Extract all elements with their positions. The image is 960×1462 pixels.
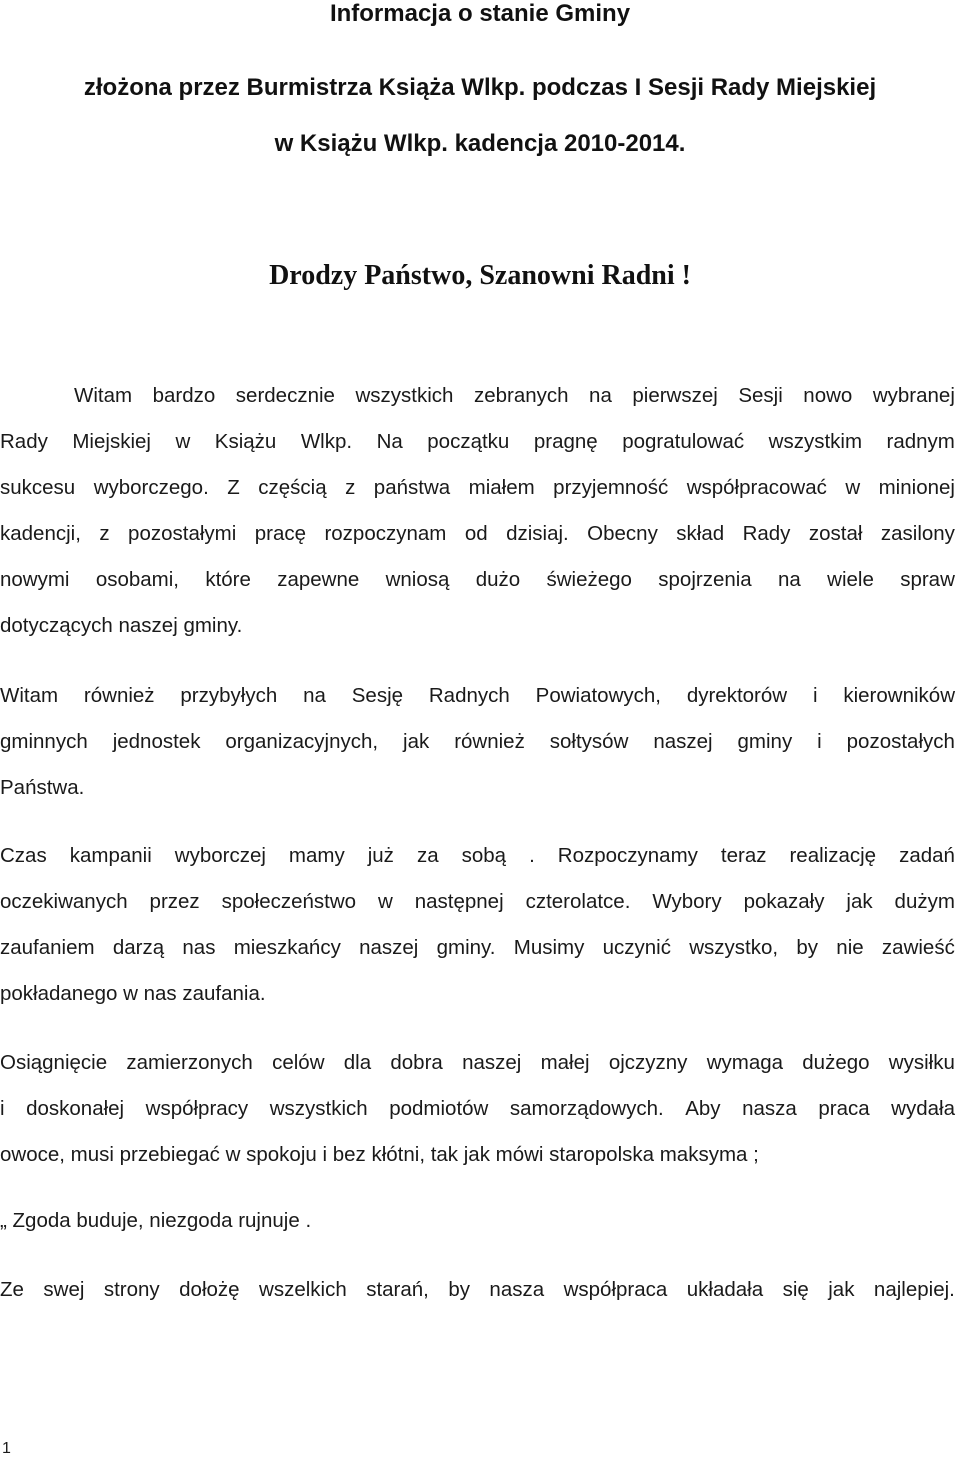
word: pogratulować (622, 430, 745, 453)
word: zebranych (473, 384, 569, 407)
word: Ze (0, 1278, 24, 1301)
word: jak (846, 890, 873, 913)
word: kampanii (69, 844, 152, 867)
word: minionej (878, 476, 955, 499)
paragraph-line (0, 419, 955, 465)
word: nasza (742, 1097, 797, 1120)
word: wniosą (385, 568, 450, 591)
word: dużym (894, 890, 955, 913)
word: wiele (827, 568, 874, 591)
paragraph-line (0, 511, 955, 557)
word: dużego (802, 1051, 870, 1074)
paragraph-guests (0, 673, 955, 811)
word: dołożę (179, 1278, 240, 1301)
word: wszystkim (768, 430, 863, 453)
word: w (175, 430, 191, 453)
word: Książu (214, 430, 277, 453)
word: nowymi (0, 568, 70, 591)
word: wszystkich (355, 384, 454, 407)
word: na (589, 384, 612, 407)
word: mamy (288, 844, 345, 867)
word: praca (818, 1097, 870, 1120)
word: Radnych (428, 684, 510, 707)
word: Rady (0, 430, 48, 453)
word: Musimy (513, 936, 585, 959)
word: skład (676, 522, 725, 545)
word: naszej (653, 730, 713, 753)
word: pokazały (743, 890, 825, 913)
word: które (205, 568, 251, 591)
word: nas (182, 936, 216, 959)
word: i (812, 684, 818, 707)
word: Sesję (351, 684, 404, 707)
word: naszej (359, 936, 419, 959)
document-subtitle-line-2: w Książu Wlkp. kadencja 2010-2014. (274, 130, 686, 157)
word: organizacyjnych, (225, 730, 379, 753)
word: Wlkp. (300, 430, 353, 453)
word: został (808, 522, 863, 545)
word: kadencji, (0, 522, 81, 545)
word: wszystkich (269, 1097, 368, 1120)
word: Rozpoczynamy (557, 844, 698, 867)
word: współpraca (563, 1278, 668, 1301)
paragraph-line (0, 557, 955, 603)
word: Sesji (738, 384, 783, 407)
word: gminnych (0, 730, 88, 753)
paragraph-line (0, 925, 955, 971)
word: przyjemność (553, 476, 669, 499)
paragraph-line: dotyczących naszej gminy. (0, 614, 243, 637)
word: świeżego (546, 568, 632, 591)
word: zapewne (277, 568, 360, 591)
word: sobą (461, 844, 507, 867)
paragraph-line: owoce, musi przebiegać w spokoju i bez kłótni, tak jak mówi staropolska maksyma ; (0, 1143, 759, 1166)
word: w (845, 476, 861, 499)
word: już (367, 844, 394, 867)
word: . (529, 844, 535, 867)
paragraph-line (0, 1267, 955, 1313)
word: wymaga (706, 1051, 784, 1074)
word: zadań (899, 844, 955, 867)
word: osobami, (95, 568, 179, 591)
word: sołtysów (549, 730, 629, 753)
word: Czas (0, 844, 47, 867)
paragraph-welcome (0, 373, 955, 649)
word: dzisiaj. (506, 522, 569, 545)
word: również (83, 684, 155, 707)
word: współpracy (145, 1097, 249, 1120)
word: wysiłku (888, 1051, 955, 1074)
word: jak (828, 1278, 855, 1301)
word: celów (272, 1051, 325, 1074)
word: czterolatce. (525, 890, 631, 913)
paragraph-line (0, 1086, 955, 1132)
paragraph-line: Państwa. (0, 776, 85, 799)
paragraph-line: „ Zgoda buduje, niezgoda rujnuje . (0, 1209, 312, 1232)
word: gminy. (436, 936, 496, 959)
word: Miejskiej (72, 430, 151, 453)
word: pozostałych (846, 730, 955, 753)
word: dla (343, 1051, 372, 1074)
paragraph-line (0, 833, 955, 879)
word: przybyłych (180, 684, 278, 707)
word: na (303, 684, 326, 707)
word: z (99, 522, 110, 545)
word: zawieść (881, 936, 955, 959)
word: serdecznie (235, 384, 335, 407)
word: kierowników (843, 684, 955, 707)
word: Osiągnięcie (0, 1051, 108, 1074)
word: na (778, 568, 801, 591)
word: miałem (468, 476, 535, 499)
word: swej (43, 1278, 85, 1301)
word: podmiotów (389, 1097, 489, 1120)
word: małej (540, 1051, 590, 1074)
word: uczynić (602, 936, 671, 959)
word: przez (149, 890, 200, 913)
word: samorządowych. (509, 1097, 664, 1120)
word: spojrzenia (658, 568, 752, 591)
word: jak (403, 730, 430, 753)
word: częścią (258, 476, 327, 499)
word: Aby (685, 1097, 721, 1120)
word: zamierzonych (126, 1051, 253, 1074)
word: następnej (414, 890, 504, 913)
word: naszej (462, 1051, 522, 1074)
word: Wybory (652, 890, 722, 913)
word: współpracować (686, 476, 827, 499)
word: z (345, 476, 356, 499)
paragraph-line (0, 879, 955, 925)
word: zaufaniem (0, 936, 95, 959)
word: społeczeństwo (221, 890, 357, 913)
paragraph-maxim (0, 1198, 955, 1244)
word: również (454, 730, 525, 753)
word: początku (427, 430, 510, 453)
page-number: 1 (2, 1440, 11, 1457)
word: nasza (489, 1278, 545, 1301)
word: rozpoczynam (324, 522, 447, 545)
word: dużo (475, 568, 521, 591)
document-subtitle-line-1: złożona przez Burmistrza Książa Wlkp. podczas I Sesji Rady Miejskiej (83, 74, 877, 101)
word: państwa (373, 476, 451, 499)
word: za (416, 844, 439, 867)
word: i (817, 730, 822, 753)
paragraph-line: pokładanego w nas zaufania. (0, 982, 266, 1005)
word: darzą (112, 936, 165, 959)
word: pozostałymi (128, 522, 237, 545)
word: zasilony (880, 522, 955, 545)
word: starań, (366, 1278, 429, 1301)
word: sukcesu (0, 476, 76, 499)
word: bardzo (152, 384, 216, 407)
word: Witam (74, 384, 133, 407)
word: pracę (254, 522, 307, 545)
word: Powiatowych, (535, 684, 661, 707)
word: radnym (886, 430, 955, 453)
word: pragnę (533, 430, 598, 453)
word: Na (376, 430, 403, 453)
word: Obecny (587, 522, 658, 545)
paragraph-closing (0, 1267, 955, 1313)
word: układała (686, 1278, 764, 1301)
word: strony (103, 1278, 160, 1301)
word: wyborczej (174, 844, 266, 867)
word: dyrektorów (686, 684, 788, 707)
word: w (378, 890, 393, 913)
document-title: Informacja o stanie Gminy (329, 0, 631, 27)
word: Rady (742, 522, 791, 545)
word: gminy (737, 730, 793, 753)
word: najlepiej. (873, 1278, 955, 1301)
paragraph-line (0, 465, 955, 511)
word: jednostek (112, 730, 201, 753)
paragraph-line (0, 673, 955, 719)
salutation: Drodzy Państwo, Szanowni Radni ! (269, 260, 691, 291)
word: mieszkańcy (233, 936, 341, 959)
word: by (796, 936, 819, 959)
paragraph-line (0, 373, 955, 419)
word: wyborczego. (93, 476, 209, 499)
word: pierwszej (632, 384, 718, 407)
word: oczekiwanych (0, 890, 128, 913)
word: spraw (900, 568, 955, 591)
word: doskonałej (26, 1097, 125, 1120)
word: i (0, 1097, 5, 1120)
word: ojczyzny (608, 1051, 688, 1074)
word: dobra (390, 1051, 443, 1074)
word: się (782, 1278, 809, 1301)
paragraph-line (0, 1040, 955, 1086)
paragraph-line (0, 719, 955, 765)
word: wszelkich (259, 1278, 347, 1301)
word: od (464, 522, 488, 545)
word: by (448, 1278, 470, 1301)
word: wybranej (872, 384, 955, 407)
word: nie (836, 936, 864, 959)
word: Witam (0, 684, 59, 707)
word: nowo (803, 384, 853, 407)
paragraph-goals (0, 1040, 955, 1178)
paragraph-campaign (0, 833, 955, 1017)
word: wszystko, (689, 936, 779, 959)
word: wydała (891, 1097, 955, 1120)
word: teraz (720, 844, 767, 867)
word: Z (227, 476, 240, 499)
word: realizację (789, 844, 877, 867)
